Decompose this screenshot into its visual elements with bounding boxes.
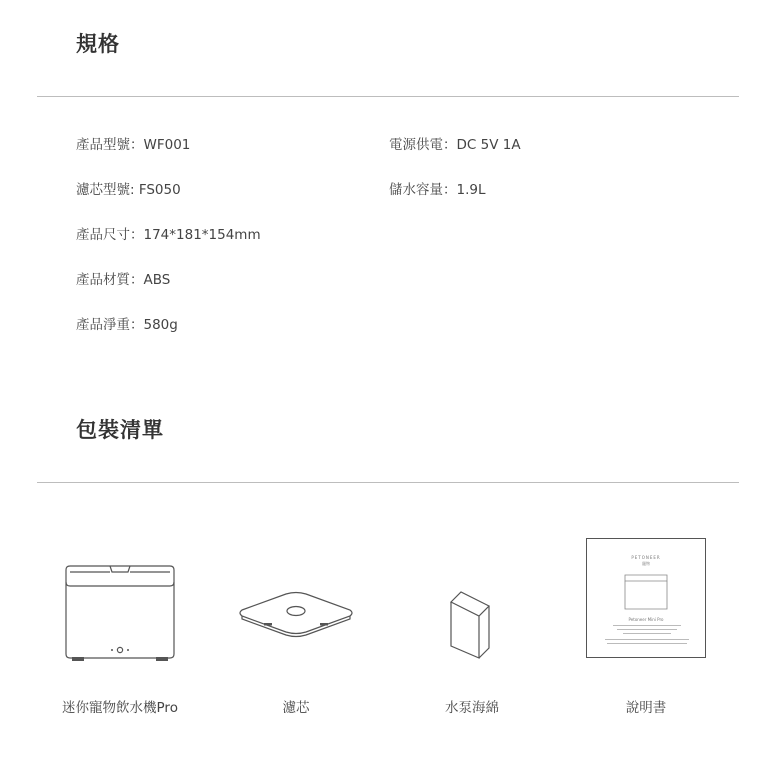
package-item-label: 迷你寵物飲水機Pro [62,700,178,716]
water-fountain-icon [60,560,180,664]
package-item-label: 說明書 [625,700,667,716]
manual-text-line [623,633,671,634]
manual-text-line [607,643,687,644]
package-divider [37,482,739,483]
pump-sponge-icon [445,588,495,660]
spec-weight: 產品淨重：580g [76,317,178,333]
package-item-label: 水泵海綿 [445,700,499,716]
manual-icon [586,538,706,658]
package-heading: 包裝清單 [76,418,164,442]
filter-icon [236,588,356,638]
manual-text-line [605,639,689,640]
manual-brand-sub: 寵物 [642,561,650,566]
spec-filter-model: 濾芯型號: FS050 [76,182,181,198]
manual-product-name: Petoneer Mini Pro [628,617,664,622]
spec-power: 電源供電：DC 5V 1A [389,137,521,153]
specs-divider [37,96,739,97]
specs-heading: 規格 [76,32,120,56]
spec-material: 產品材質：ABS [76,272,171,288]
spec-model: 產品型號：WF001 [76,137,191,153]
manual-product-illustration [623,571,669,613]
manual-brand: PETONEER [631,555,661,560]
manual-text-line [613,625,681,626]
spec-dimensions: 產品尺寸：174*181*154mm [76,227,261,243]
package-item-label: 濾芯 [282,700,310,716]
spec-capacity: 儲水容量：1.9L [389,182,486,198]
manual-text-line [617,629,677,630]
